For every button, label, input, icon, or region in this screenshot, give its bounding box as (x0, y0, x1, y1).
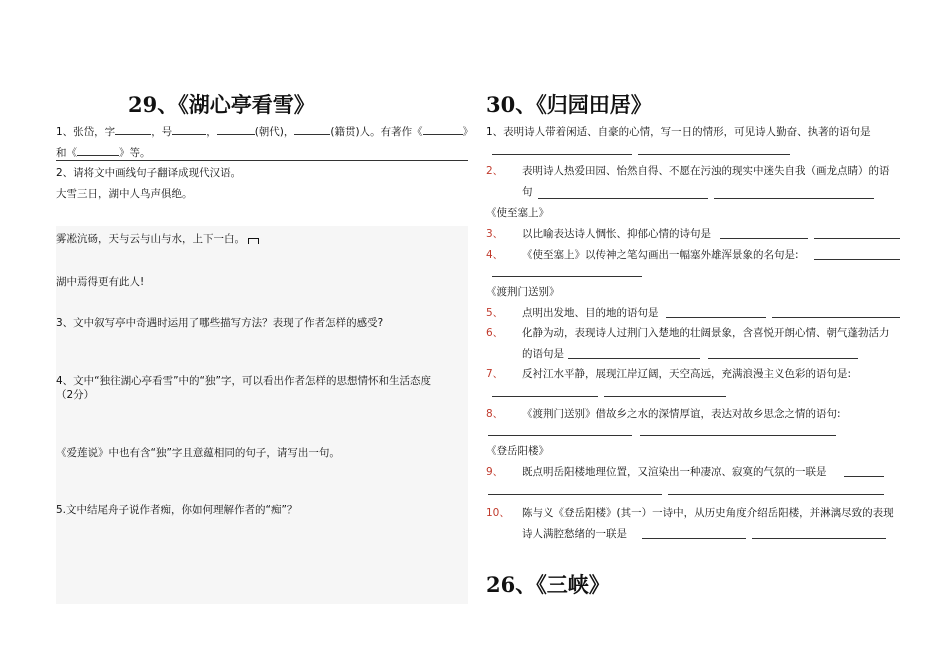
answer-line[interactable] (814, 259, 900, 260)
answer-line[interactable] (492, 154, 632, 155)
answer-line[interactable] (492, 396, 598, 397)
answer-line[interactable] (814, 238, 900, 239)
r-question-2-cont: 句 (522, 186, 533, 198)
section-title-huxinting: 29、《湖心亭看雪》 (128, 92, 315, 117)
divider (56, 160, 468, 161)
blank-chaodai[interactable] (217, 134, 255, 135)
sub-title-dengyueyanglou: 《登岳阳楼》 (486, 445, 549, 457)
blank-zi[interactable] (115, 134, 151, 135)
question-4: 4、文中“独往湖心亭看雪”中的“独”字，可以看出作者怎样的思想情怀和生活态度 (56, 375, 431, 387)
answer-line[interactable] (638, 154, 790, 155)
question-4-score: （2分） (56, 389, 95, 401)
question-3: 3、文中叙写亭中奇遇时运用了哪些描写方法？表现了作者怎样的感受? (56, 317, 384, 329)
question-2: 2、请将文中画线句子翻译成现代汉语。 (56, 167, 242, 179)
question-1-line-1: 1、张岱，字 ，号 ， (朝代)， (籍贯)人。有著作《 》 (56, 126, 474, 138)
answer-line[interactable] (642, 538, 746, 539)
answer-line[interactable] (772, 317, 900, 318)
r-question-10-cont: 诗人满腔愁绪的一联是 (522, 528, 627, 540)
answer-line[interactable] (752, 538, 886, 539)
answer-line[interactable] (492, 276, 642, 277)
answer-line[interactable] (844, 476, 884, 477)
blank-hao[interactable] (172, 134, 206, 135)
answer-line[interactable] (488, 494, 662, 495)
answer-line[interactable] (568, 358, 700, 359)
bracket-mark (248, 238, 259, 244)
answer-line[interactable] (720, 238, 808, 239)
question-5: 5.文中结尾舟子说作者痴，你如何理解作者的“痴”？ (56, 504, 298, 516)
section-title-sanxia: 26、《三峡》 (486, 572, 610, 597)
sub-title-shizhisaishang: 《使至塞上》 (486, 207, 549, 219)
sentence-1: 大雪三日，湖中人鸟声俱绝。 (56, 188, 193, 200)
blank-zhuzuo-1[interactable] (423, 134, 463, 135)
blank-jiguan[interactable] (294, 134, 330, 135)
sentence-3: 湖中焉得更有此人! (56, 276, 145, 288)
r-question-1: 1、表明诗人带着闲适、自豪的心情，写一日的情形，可见诗人勤奋、执著的语句是 (486, 126, 871, 138)
sentence-2: 雾凇沆砀，天与云与山与水，上下一白。 (56, 232, 259, 246)
answer-line[interactable] (538, 198, 708, 199)
blank-zhuzuo-2[interactable] (77, 155, 119, 156)
answer-line[interactable] (488, 435, 632, 436)
sub-title-dujingmen: 《渡荆门送别》 (486, 286, 560, 298)
answer-line[interactable] (640, 435, 836, 436)
answer-line[interactable] (666, 317, 766, 318)
answer-line[interactable] (714, 198, 874, 199)
section-title-guiyuan: 30、《归园田居》 (486, 92, 652, 117)
answer-line[interactable] (708, 358, 858, 359)
answer-line[interactable] (668, 494, 884, 495)
question-1-line-2: 和《 》等。 (56, 147, 151, 159)
answer-line[interactable] (604, 396, 726, 397)
r-question-6-cont: 的语句是 (522, 348, 564, 360)
question-4-sub: 《爱莲说》中也有含“独”字且意蕴相同的句子，请写出一句。 (56, 447, 340, 459)
